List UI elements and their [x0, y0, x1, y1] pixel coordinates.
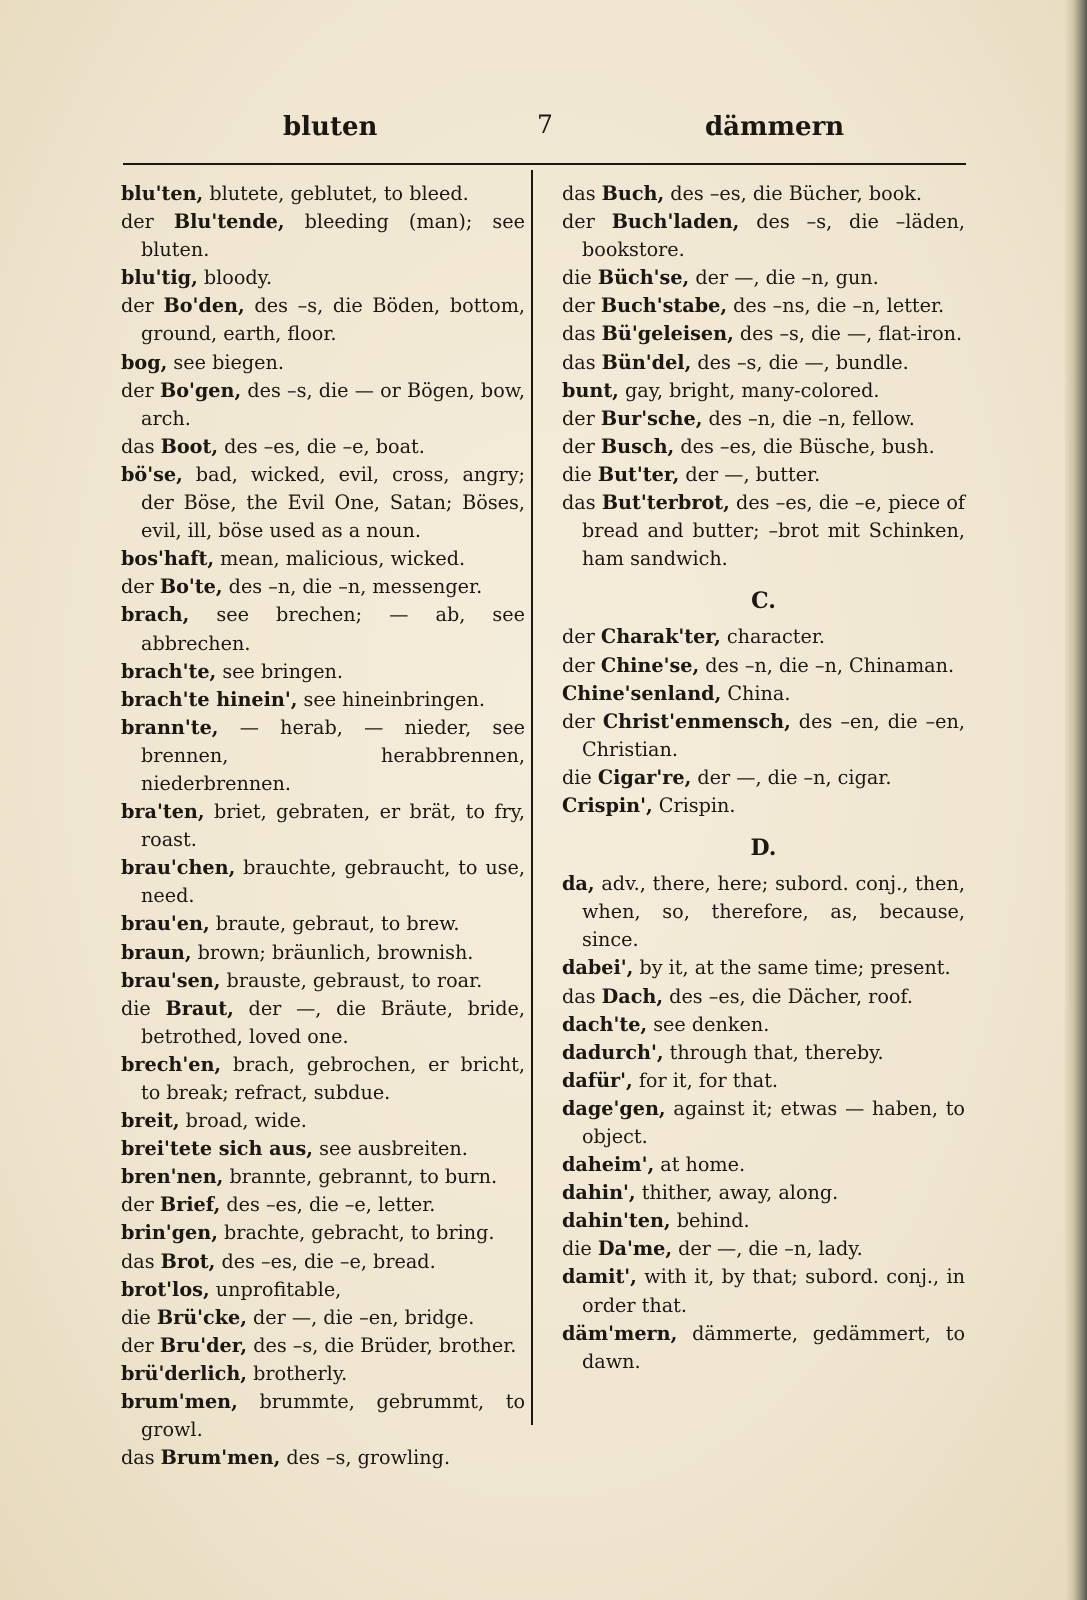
dictionary-entry: [121, 349, 525, 377]
article: die: [121, 996, 166, 1020]
definition: bad, wicked, evil, cross, angry; der Böse, the Evil One, Satan; Böses, evil, ill, böse used as a noun.: [141, 462, 525, 543]
dictionary-entry: [121, 714, 525, 798]
dictionary-entry: [562, 489, 965, 573]
dictionary-entry: [562, 461, 965, 489]
headword: Christ'enmensch,: [602, 709, 791, 733]
definition: brannte, gebrannt, to burn.: [223, 1165, 498, 1189]
headword: Bo'gen,: [160, 378, 242, 402]
dictionary-entry: [121, 995, 525, 1051]
definition: character.: [720, 625, 825, 649]
definition: briet, gebraten, er brät, to fry, roast.: [141, 800, 525, 852]
definition: at home.: [654, 1153, 746, 1177]
headword: braun,: [121, 940, 192, 964]
definition: see biegen.: [167, 350, 284, 374]
headword: bog,: [121, 350, 168, 374]
headword: brach,: [121, 603, 190, 627]
dictionary-entry: [562, 870, 965, 954]
dictionary-entry: [121, 208, 525, 264]
dictionary-entry: [562, 1263, 965, 1319]
headword: Brum'men,: [160, 1446, 281, 1470]
definition: see denken.: [647, 1012, 770, 1036]
dictionary-entry: [562, 405, 965, 433]
headword: Charak'ter,: [600, 625, 721, 649]
definition: des –es, die –e, letter.: [220, 1193, 436, 1217]
dictionary-entry: [121, 1219, 525, 1247]
dictionary-entry: [121, 798, 525, 854]
definition: brauchte, gebraucht, to use, need.: [141, 856, 525, 908]
article: der: [121, 210, 174, 234]
left-column: [121, 180, 525, 1472]
headword: dage'gen,: [562, 1096, 666, 1120]
headword: brann'te,: [121, 715, 219, 739]
headword: Braut,: [165, 996, 234, 1020]
definition: des –ns, die –n, letter.: [727, 294, 945, 318]
article: der: [121, 294, 164, 318]
headword: däm'mern,: [562, 1321, 678, 1345]
dictionary-entry: [121, 433, 525, 461]
dictionary-entry: [121, 264, 525, 292]
article: der: [562, 625, 601, 649]
article: das: [562, 350, 602, 374]
definition: blutete, geblutet, to bleed.: [203, 182, 469, 205]
article: der: [121, 378, 160, 402]
dictionary-entry: [121, 377, 525, 433]
definition: des –s, die —, flat-iron.: [733, 322, 963, 346]
headword: Büch'se,: [597, 266, 690, 290]
definition: — herab, — nieder, see brennen, herabbrennen, niederbrennen.: [141, 715, 525, 795]
definition: des –s, die –läden, bookstore.: [582, 210, 965, 262]
definition: der —, die –n, lady.: [672, 1237, 863, 1261]
dictionary-entry: [562, 433, 965, 461]
definition: with it, by that; subord. conj., in order that.: [582, 1265, 965, 1317]
headword: Blu'tende,: [173, 210, 285, 234]
headword: Buch'laden,: [611, 210, 740, 234]
definition: adv., there, here; subord. conj., then, when, so, therefore, as, because, since.: [582, 872, 965, 952]
definition: des –es, die –e, piece of bread and butter; –brot mit Schinken, ham sandwich.: [582, 491, 966, 571]
headword: Bo'te,: [159, 575, 223, 599]
dictionary-entry: [121, 292, 525, 348]
section-d: [562, 870, 965, 1376]
dictionary-entry: [121, 461, 525, 545]
definition: der —, die –n, cigar.: [691, 765, 892, 789]
dictionary-entry: [562, 349, 965, 377]
headword: Bo'den,: [163, 294, 245, 318]
dictionary-entry: [121, 658, 525, 686]
dictionary-entry: [562, 708, 965, 764]
dictionary-entry: [121, 967, 525, 995]
dictionary-entry: [121, 1360, 525, 1388]
definition: broad, wide.: [179, 1109, 307, 1133]
dictionary-entry: [121, 573, 525, 601]
headword: blu'ten,: [121, 182, 204, 205]
dictionary-entry: [562, 652, 965, 680]
headword: Busch,: [600, 434, 675, 458]
definition: bloody.: [197, 266, 273, 290]
headword: da,: [562, 872, 595, 896]
dictionary-entry: [562, 1067, 965, 1095]
right-column: [562, 180, 965, 1376]
article: das: [562, 984, 602, 1008]
dictionary-entry: [562, 1151, 965, 1179]
headword: damit',: [562, 1265, 637, 1289]
header-rule: [123, 163, 966, 165]
dictionary-entry: [562, 1207, 965, 1235]
definition: China.: [721, 681, 791, 705]
dictionary-entry: [121, 180, 525, 208]
dictionary-entry: [121, 1163, 525, 1191]
headword: Brot,: [160, 1249, 216, 1273]
dictionary-entry: [121, 910, 525, 938]
article: das: [121, 1249, 161, 1273]
definition: des –es, die –e, bread.: [215, 1249, 436, 1273]
definition: des –n, die –n, messenger.: [222, 575, 483, 599]
dictionary-entry: [121, 1276, 525, 1304]
definition: see bringen.: [216, 659, 344, 683]
dictionary-entry: [562, 264, 965, 292]
headword: brin'gen,: [121, 1221, 218, 1245]
article: die: [562, 266, 598, 290]
definition: des –n, die –n, Chinaman.: [699, 653, 955, 677]
dictionary-entry: [562, 954, 965, 982]
headword: Chine'se,: [600, 653, 700, 677]
definition: brauste, gebraust, to roar.: [220, 968, 483, 992]
headword: Bru'der,: [159, 1333, 248, 1357]
headword: Crispin',: [562, 793, 653, 817]
headword: brau'en,: [121, 912, 210, 936]
definition: des –es, die Dächer, roof.: [663, 984, 913, 1008]
definition: thither, away, along.: [635, 1181, 839, 1205]
definition: der —, die –n, gun.: [689, 266, 879, 290]
headword: blu'tig,: [121, 266, 198, 290]
headword: dach'te,: [562, 1012, 648, 1036]
dictionary-entry: [562, 208, 965, 264]
dictionary-entry: [562, 320, 965, 348]
definition: unprofitable,: [209, 1277, 342, 1301]
article: die: [562, 462, 598, 486]
definition: des –n, die –n, fellow.: [702, 406, 915, 430]
definition: der —, die –en, bridge.: [246, 1305, 475, 1329]
dictionary-entry: [562, 292, 965, 320]
dictionary-entry: [121, 1191, 525, 1219]
article: der: [562, 406, 601, 430]
headword: Bü'geleisen,: [601, 322, 734, 346]
dictionary-entry: [121, 939, 525, 967]
definition: brotherly.: [246, 1361, 348, 1385]
article: der: [562, 210, 612, 234]
definition: by it, at the same time; present.: [633, 956, 951, 980]
dictionary-entry: [121, 1107, 525, 1135]
section-b-continued: [562, 180, 965, 573]
headword: bra'ten,: [121, 800, 205, 824]
definition: brown; bräunlich, brownish.: [191, 940, 474, 964]
dictionary-entry: [562, 983, 965, 1011]
dictionary-entry: [121, 686, 525, 714]
headword: dahin',: [562, 1181, 636, 1205]
article: das: [121, 1446, 161, 1470]
article: der: [562, 294, 601, 318]
headword: bö'se,: [121, 462, 183, 486]
headword: Brü'cke,: [156, 1305, 247, 1329]
headword: Dach,: [601, 984, 664, 1008]
dictionary-entry: [562, 764, 965, 792]
article: der: [121, 575, 160, 599]
article: die: [121, 1305, 157, 1329]
headword: Bur'sche,: [600, 406, 703, 430]
headword: brech'en,: [121, 1052, 222, 1076]
definition: des –s, die Böden, bottom, ground, earth, floor.: [141, 294, 525, 346]
headword: bos'haft,: [121, 547, 215, 571]
headword: brau'chen,: [121, 856, 236, 880]
dictionary-entry: [562, 1011, 965, 1039]
article: die: [562, 765, 598, 789]
definition: through that, thereby.: [663, 1040, 884, 1064]
headword: Da'me,: [597, 1237, 673, 1261]
dictionary-entry: [562, 680, 965, 708]
section-c: [562, 623, 965, 820]
definition: des –es, die –e, boat.: [218, 434, 425, 458]
definition: Crispin.: [652, 793, 736, 817]
dictionary-entry: [121, 601, 525, 657]
definition: brachte, gebracht, to bring.: [217, 1221, 495, 1245]
article: das: [562, 182, 602, 205]
definition: see hineinbringen.: [297, 687, 485, 711]
definition: der —, butter.: [679, 462, 821, 486]
definition: brummte, gebrummt, to growl.: [141, 1390, 525, 1442]
headword: brot'los,: [121, 1277, 210, 1301]
section-letter-d: D.: [750, 835, 777, 862]
headword: brum'men,: [121, 1390, 238, 1414]
article: der: [121, 1193, 160, 1217]
headword: But'ter,: [597, 462, 680, 486]
headword: brach'te hinein',: [121, 687, 298, 711]
headword: Buch,: [601, 182, 665, 205]
definition: behind.: [670, 1209, 750, 1233]
definition: der —, die Bräute, bride, betrothed, loved one.: [141, 996, 525, 1048]
dictionary-entry: [121, 1444, 525, 1472]
headword: bren'nen,: [121, 1165, 224, 1189]
article: der: [562, 709, 603, 733]
definition: gay, bright, many-colored.: [618, 378, 880, 402]
definition: des –s, die — or Bögen, bow, arch.: [141, 378, 525, 430]
definition: bleeding (man); see bluten.: [141, 210, 525, 262]
headword: Brief,: [159, 1193, 221, 1217]
running-head-right: dämmern: [705, 112, 845, 142]
dictionary-entry: [562, 1235, 965, 1263]
column-divider: [531, 170, 533, 1425]
definition: for it, for that.: [632, 1068, 779, 1092]
dictionary-entry: [562, 1179, 965, 1207]
dictionary-entry: [562, 792, 965, 820]
dictionary-entry: [562, 180, 965, 208]
headword: brach'te,: [121, 659, 217, 683]
definition: see brechen; — ab, see abbrechen.: [141, 603, 525, 655]
article: der: [562, 434, 601, 458]
definition: des –s, die Brüder, brother.: [247, 1333, 517, 1357]
dictionary-entry: [121, 1135, 525, 1163]
definition: des –en, die –en, Christian.: [582, 709, 965, 761]
article: die: [562, 1237, 598, 1261]
page-number: 7: [537, 110, 553, 139]
dictionary-entry: [562, 623, 965, 651]
headword: Cigar're,: [597, 765, 692, 789]
article: das: [121, 434, 161, 458]
dictionary-entry: [562, 1039, 965, 1067]
headword: Bün'del,: [601, 350, 692, 374]
article: der: [562, 653, 601, 677]
definition: braute, gebraut, to brew.: [209, 912, 460, 936]
dictionary-entry: [121, 1248, 525, 1276]
headword: dahin'ten,: [562, 1209, 671, 1233]
dictionary-entry: [121, 854, 525, 910]
headword: Boot,: [160, 434, 219, 458]
dictionary-entry: [121, 1388, 525, 1444]
headword: dabei',: [562, 956, 634, 980]
headword: But'terbrot,: [601, 491, 730, 515]
definition: des –es, die Büsche, bush.: [674, 434, 935, 458]
dictionary-entry: [121, 545, 525, 573]
dictionary-entry: [121, 1332, 525, 1360]
headword: dadurch',: [562, 1040, 664, 1064]
definition: dämmerte, gedämmert, to dawn.: [582, 1321, 965, 1373]
definition: against it; etwas — haben, to object.: [582, 1096, 965, 1148]
dictionary-entry: [121, 1051, 525, 1107]
definition: see ausbreiten.: [313, 1137, 468, 1161]
headword: dafür',: [562, 1068, 633, 1092]
running-head-left: bluten: [283, 112, 378, 142]
definition: brach, gebrochen, er bricht, to break; refract, subdue.: [141, 1052, 525, 1104]
headword: breit,: [121, 1109, 180, 1133]
article: das: [562, 491, 602, 515]
definition: des –s, growling.: [280, 1446, 451, 1470]
headword: bunt,: [562, 378, 619, 402]
definition: des –s, die —, bundle.: [691, 350, 909, 374]
page-edge-shadow: [1065, 0, 1087, 1600]
definition: des –es, die Bücher, book.: [664, 182, 922, 205]
definition: mean, malicious, wicked.: [214, 547, 466, 571]
headword: Buch'stabe,: [600, 294, 727, 318]
dictionary-entry: [121, 1304, 525, 1332]
headword: Chine'senland,: [562, 681, 722, 705]
section-letter-c: C.: [751, 588, 776, 615]
headword: brau'sen,: [121, 968, 221, 992]
dictionary-entry: [562, 1095, 965, 1151]
headword: daheim',: [562, 1153, 655, 1177]
headword: brei'tete sich aus,: [121, 1137, 313, 1161]
headword: brü'derlich,: [121, 1361, 247, 1385]
article: der: [121, 1333, 160, 1357]
dictionary-entry: [562, 377, 965, 405]
article: das: [562, 322, 602, 346]
dictionary-entry: [562, 1320, 965, 1376]
